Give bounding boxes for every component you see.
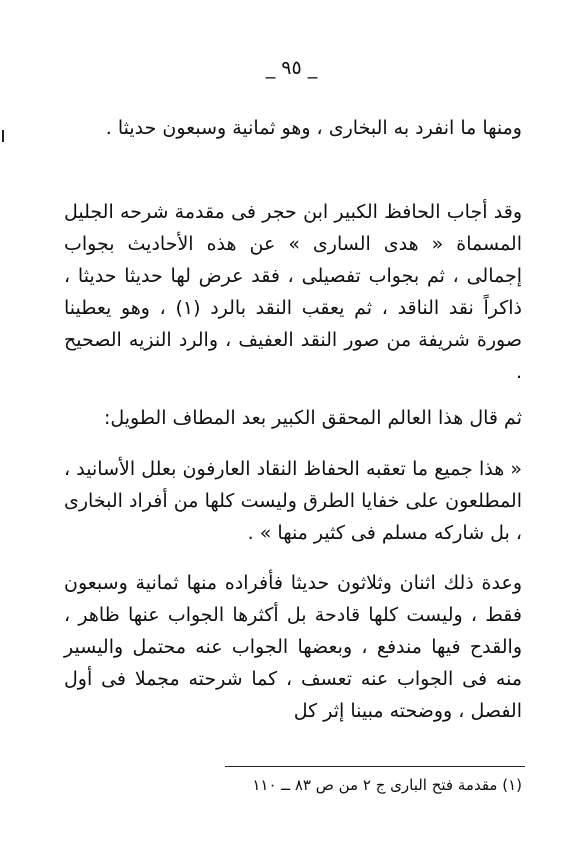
paragraph-1: ومنها ما انفرد به البخارى ، وهو ثمانية وسبعون حديثا . [105, 117, 522, 139]
paragraph-3: ثم قال هذا العالم المحقق الكبير بعد المطاف الطويل: [103, 407, 522, 429]
paragraph-5: وعدة ذلك اثنان وثلاثون حديثا فأفراده منها ثمانية وسبعون فقط ، وليست كلها قادحة بل أكثرها الجواب عنها ظاهر ، والقدح فيها مندفع ، وبعضها الجواب عنه محتمل واليسير منه فى الجواب عنه تعسف ، كما شرحته مجملا فى أول الفصل ، ووضحته مبينا إثر كل [64, 572, 522, 722]
page-number: _ ٩٥ _ [265, 57, 318, 79]
footnote: (١) مقدمة فتح البارى ج ٢ من ص ٨٣ ــ ١١٠ [252, 776, 522, 794]
paragraph-2: وقد أجاب الحافظ الكبير ابن حجر فى مقدمة شرحه الجليل المسماة « هدى السارى » عن هذه الأحاديث بجواب إجمالى ، ثم بجواب تفصيلى ، فقد عرض لها حديثا حديثا ، ذاكراً نقد الناقد ، ثم يعقب النقد بالرد (١) ، وهو يعطينا صورة شريفة من صور النقد العفيف ، والرد النزيه الصحيح . [64, 201, 522, 383]
margin-mark [2, 130, 4, 142]
footnote-separator [225, 766, 525, 767]
paragraph-4: « هذا جميع ما تعقبه الحفاظ النقاد العارفون بعلل الأسانيد ، المطلعون على خفايا الطرق وليست كلها من أفراد البخارى ، بل شاركه مسلم فى كثير منها » . [64, 458, 522, 544]
